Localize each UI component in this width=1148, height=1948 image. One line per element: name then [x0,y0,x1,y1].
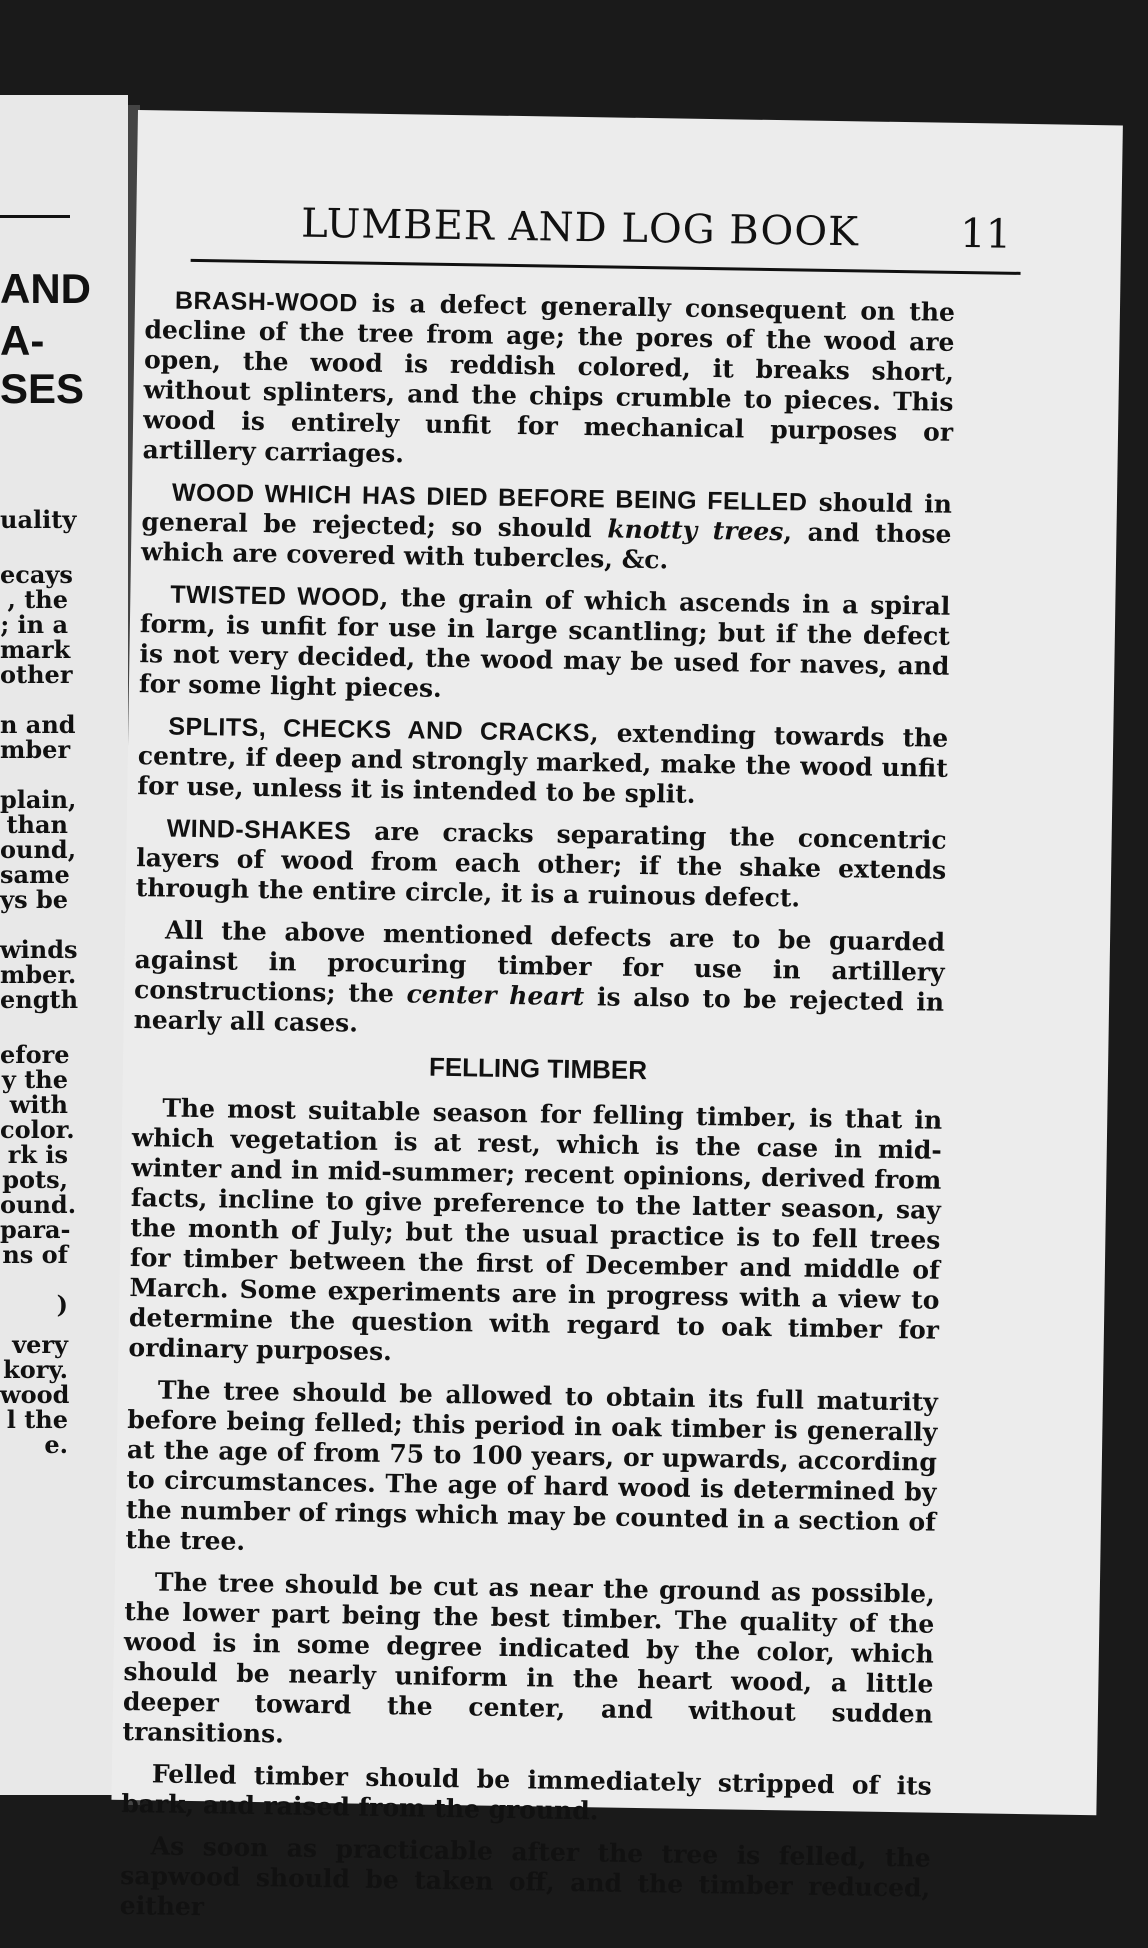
defect-term: WIND-SHAKES [166,814,352,846]
left-page-fragment: mber [0,735,71,764]
defect-term: TWISTED WOOD [170,580,380,612]
defect-paragraph: All the above mentioned defects are to be guarded against in procuring timber for use in artillery constructions; the center heart is also to be rejected in nearly all cases. [133,915,946,1038]
left-page-fragment: l the [6,1405,68,1434]
left-page-fragment: very [12,1330,68,1359]
felling-paragraph: The tree should be cut as near the ground as possible, the lower part being the best timber. The quality of the wood is in some degree indicated by the color, which should be nearly uniform in the heart wood, a little deeper toward the center, and without sudden transitions. [122,1567,936,1749]
defect-paragraph: WOOD WHICH HAS DIED BEFORE BEING FELLED should in general be rejected; so should knotty trees, and those which are covered with tubercles, &c. [140,478,953,575]
left-page-fragment: ; in a [0,610,68,639]
left-page-fragment: ) [56,1290,68,1319]
felling-paragraph: The tree should be allowed to obtain its full maturity before being felled; this period in oak timber is generally at the age of from 75 to 100 years, or upwards, according to circumstances. The age of hard wood is determined by the number of rings which may be counted in a section of the tree. [125,1375,939,1556]
left-page-fragment: ns of [2,1240,68,1269]
section-heading: FELLING TIMBER [428,1051,648,1086]
page-header [191,199,1022,275]
left-page-fragment: kory. [3,1355,68,1384]
left-page-fragment: mber. [0,960,77,989]
defect-term: BRASH-WOOD [174,286,358,318]
left-page-fragment: ys be [0,885,68,914]
page-number: 11 [959,210,1012,258]
left-page-fragment: ound, [0,835,77,864]
left-page-fragment: rk is [7,1140,68,1169]
left-page-fragment: efore [0,1040,70,1069]
right-page [111,110,1122,1922]
left-page-fragment: other [0,660,73,689]
left-page-fragment: plain, [0,785,77,814]
left-page-fragment: mark [0,635,71,664]
left-page-fragment: y the [1,1065,68,1094]
emphasis-text: center heart [406,979,585,1012]
running-title: LUMBER AND LOG BOOK [300,200,860,256]
left-page-fragment: ecays [0,560,73,589]
defect-term: SPLITS, CHECKS AND CRACKS [168,712,591,748]
left-page-fragment: para- [0,1215,71,1244]
defect-paragraph: WIND-SHAKES are cracks separating the concentric layers of wood from each other; if the shake extends through the entire circle, it is a ruinous defect. [135,814,947,913]
felling-paragraph: The most suitable season for felling timber, is that in which vegetation is at rest, which is the case in mid-winter and in mid-summer; recent opinions, derived from facts, incline to give preference to the latter season, say the month of July; but the usual practice is to fell trees for timber between the first of December and middle of March. Some experiments are in progress with a view to determine the question with regard to oak timber for ordinary purposes. [128,1093,943,1367]
felling-paragraph: As soon as practicable after the tree is felled, the sapwood should be taken off, and the timber reduced, either [119,1831,931,1922]
felling-paragraph: Felled timber should be immediately stripped of its bark, and raised from the ground. [121,1759,932,1826]
left-page-fragment: ength [0,985,79,1014]
left-page-fragment: e. [44,1430,68,1459]
left-page-fragment: , the [7,585,68,614]
left-page-fragment: same [0,860,70,889]
left-heading-3: SES [0,365,85,412]
left-page [0,95,128,1795]
left-page-fragment: pots, [2,1165,68,1194]
left-page-fragment: uality [0,505,77,534]
left-page-fragment: ound. [0,1190,77,1219]
left-page-fragment: wood [0,1380,70,1409]
left-page-fragment: than [6,810,68,839]
defect-paragraph: BRASH-WOOD is a defect generally consequent on the decline of the tree from age; the pores of the wood are open, the wood is reddish colored, it breaks short, without splinters, and the chips crumble to pieces. This wood is entirely unfit for mechanical purposes or artillery carriages. [142,286,956,469]
left-page-fragment: n and [0,710,76,739]
left-page-rule [0,215,70,218]
defect-paragraph: SPLITS, CHECKS AND CRACKS, extending towards the centre, if deep and strongly marked, make the wood unfit for use, unless it is intended to be split. [137,712,949,809]
emphasis-text: knotty trees [607,514,784,547]
left-heading-1: AND [0,265,91,312]
left-page-fragment: winds [0,935,78,964]
left-page-fragment: with [9,1090,68,1119]
left-heading-2: A- [0,317,45,364]
page-body [119,285,955,1946]
left-page-fragment: color. [0,1115,75,1144]
defect-term: WOOD WHICH HAS DIED BEFORE BEING FELLED [171,478,808,517]
defect-paragraph: TWISTED WOOD, the grain of which ascends in a spiral form, is unfit for use in large scantling; but if the defect is not very decided, the wood may be used for naves, and for some light pieces. [138,580,951,703]
